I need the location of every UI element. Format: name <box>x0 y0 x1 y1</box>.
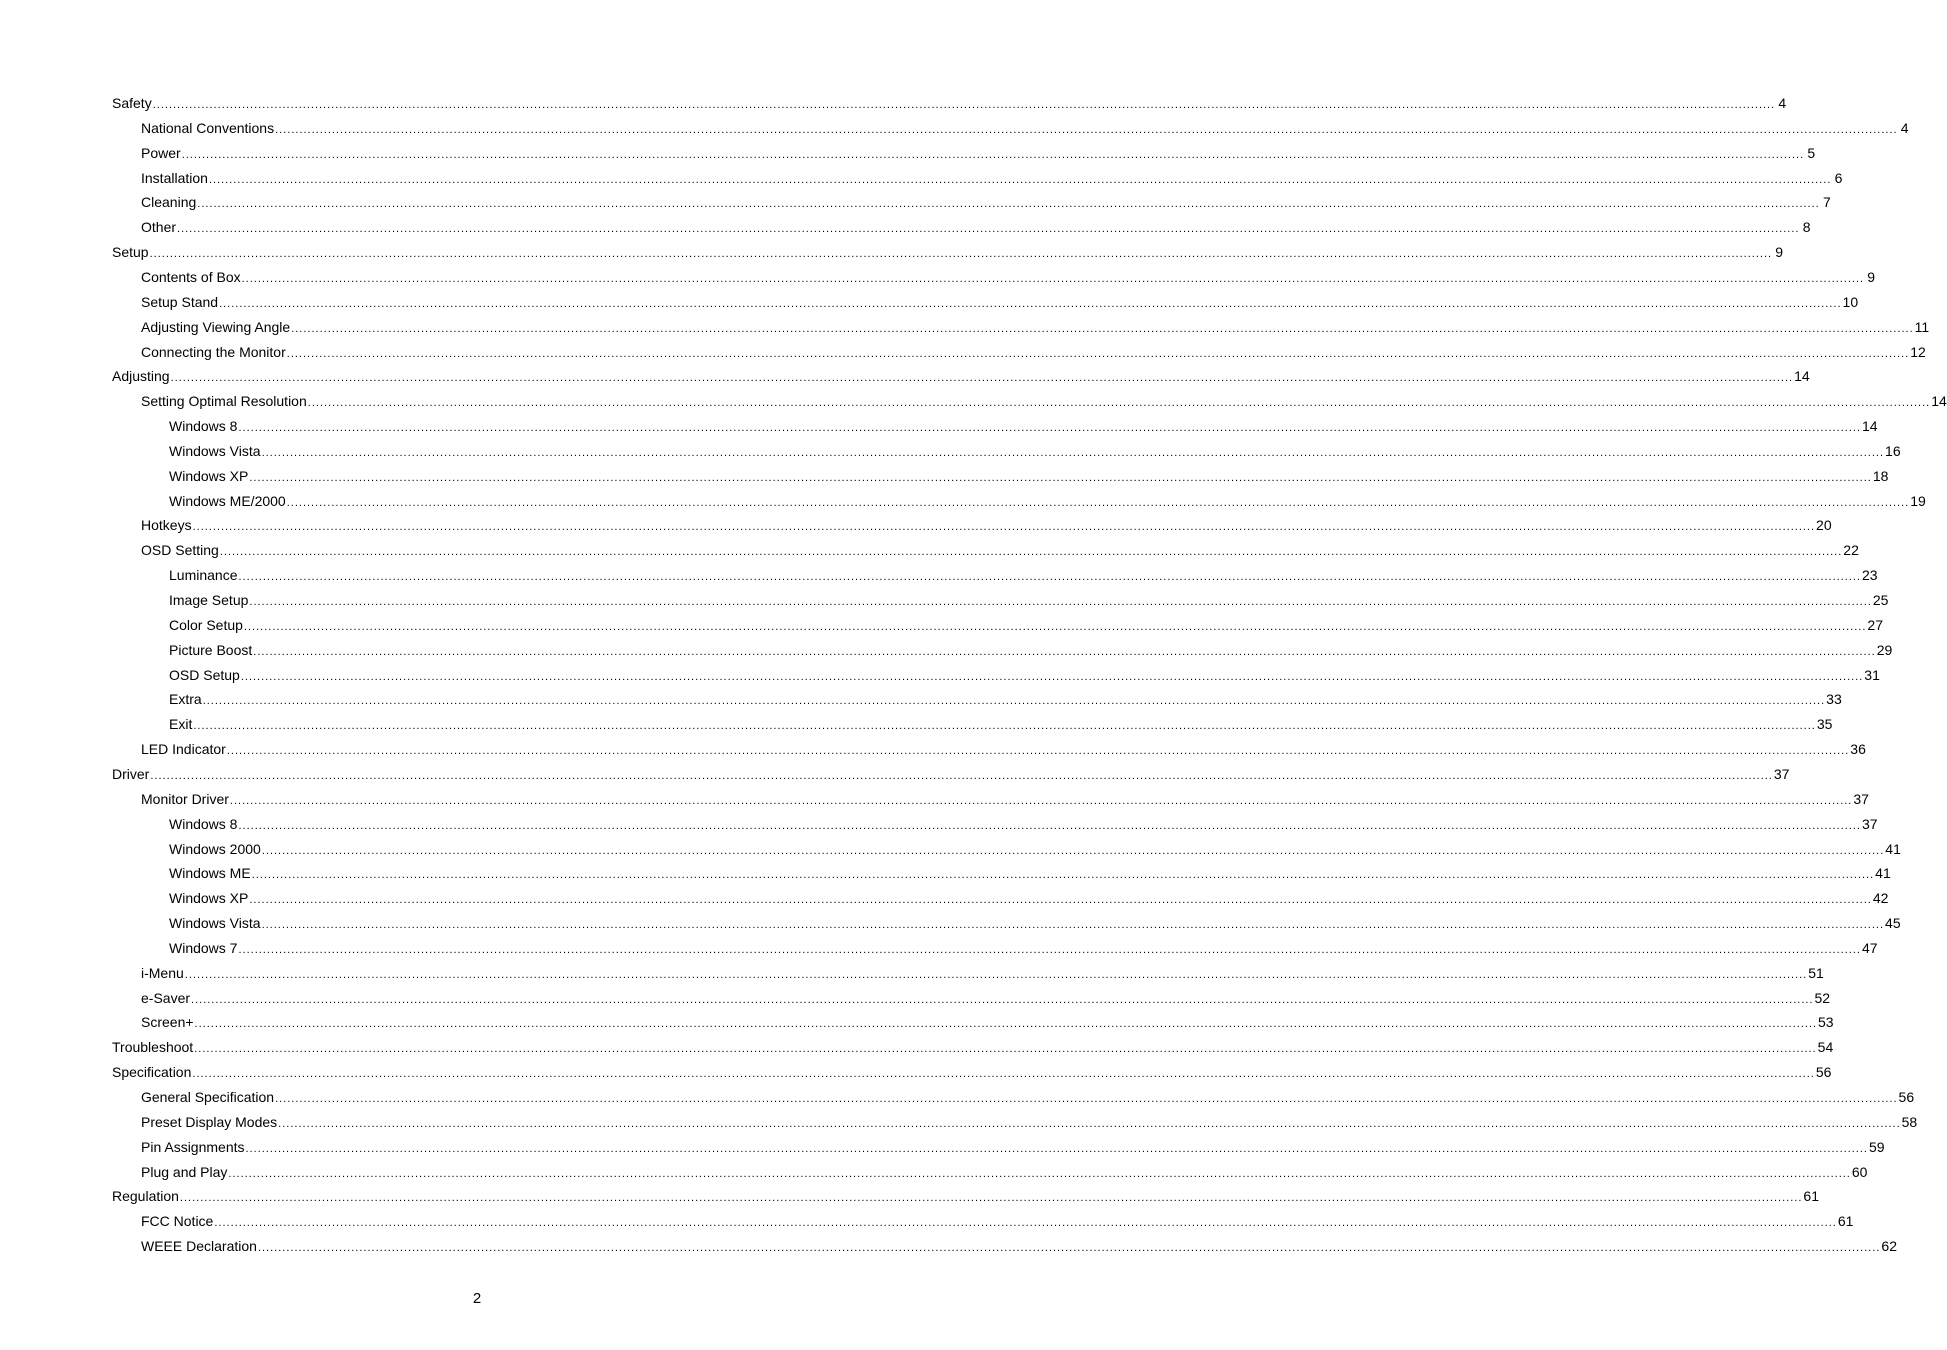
toc-entry-page: 14 <box>1931 393 1947 410</box>
toc-entry-label: National Conventions <box>141 119 275 136</box>
toc-entry[interactable] <box>0 1234 1897 1258</box>
toc-entry[interactable] <box>0 886 1889 910</box>
toc-entry-page: 35 <box>1816 716 1833 733</box>
toc-entry[interactable] <box>0 389 1947 413</box>
toc-entry-label: i-Menu <box>141 964 184 981</box>
toc-entry-label: Plug and Play <box>141 1163 228 1180</box>
dot-leader: ................................................................................................................................................................................................................................................................................................................................................................................................................ <box>150 769 1773 782</box>
toc-entry[interactable] <box>0 737 1866 761</box>
toc-entry-label: Extra <box>169 691 202 708</box>
toc-entry[interactable] <box>0 215 1811 239</box>
toc-entry-label: Preset Display Modes <box>141 1113 278 1130</box>
dot-leader: ................................................................................................................................................................................................................................................................................................................................................................................................................ <box>243 620 1867 633</box>
toc-entry[interactable] <box>0 1135 1885 1159</box>
dot-leader: ................................................................................................................................................................................................................................................................................................................................................................................................................ <box>191 993 1814 1006</box>
toc-entry[interactable] <box>0 414 1878 438</box>
toc-entry-label: Windows 8 <box>169 815 238 832</box>
dot-leader: ................................................................................................................................................................................................................................................................................................................................................................................................................ <box>238 571 1861 584</box>
toc-entry[interactable] <box>0 663 1880 687</box>
dot-leader: ................................................................................................................................................................................................................................................................................................................................................................................................................ <box>249 894 1872 907</box>
toc-entry-label: Pin Assignments <box>141 1138 245 1155</box>
toc-entry-page: 22 <box>1843 542 1859 559</box>
dot-leader: ................................................................................................................................................................................................................................................................................................................................................................................................................ <box>170 372 1794 385</box>
toc-entry-label: Monitor Driver <box>141 790 229 807</box>
toc-entry-label: Windows Vista <box>169 915 261 932</box>
toc-entry-label: Other <box>141 219 177 236</box>
toc-entry[interactable] <box>0 712 1833 736</box>
toc-entry-page: 25 <box>1872 592 1889 608</box>
toc-entry-page: 18 <box>1872 467 1889 484</box>
toc-entry[interactable] <box>0 936 1878 960</box>
toc-entry[interactable] <box>0 961 1824 985</box>
toc-entry[interactable] <box>0 861 1891 885</box>
toc-entry-page: 6 <box>1834 169 1843 186</box>
toc-entry-page: 27 <box>1867 616 1883 633</box>
page-number: 2 <box>472 1290 482 1307</box>
toc-entry-page: 62 <box>1881 1238 1897 1255</box>
toc-entry[interactable] <box>0 315 1930 339</box>
toc-entry[interactable] <box>0 489 1926 513</box>
toc-entry-label: Driver <box>112 765 150 782</box>
toc-entry[interactable] <box>0 687 1842 711</box>
toc-entry-page: 14 <box>1794 368 1810 385</box>
dot-leader: ................................................................................................................................................................................................................................................................................................................................................................................................................ <box>193 720 1816 733</box>
toc-entry-label: Troubleshoot <box>112 1039 194 1056</box>
toc-entry[interactable] <box>0 141 1816 165</box>
toc-entry[interactable] <box>0 190 1831 214</box>
toc-entry-page: 61 <box>1803 1188 1819 1205</box>
dot-leader: ................................................................................................................................................................................................................................................................................................................................................................................................................ <box>257 1242 1881 1255</box>
toc-entry-page: 4 <box>1900 119 1909 136</box>
dot-leader: ................................................................................................................................................................................................................................................................................................................................................................................................................ <box>261 844 1885 857</box>
toc-entry[interactable] <box>0 538 1859 562</box>
toc-entry-label: Exit <box>169 716 193 733</box>
toc-entry-page: 12 <box>1910 343 1926 360</box>
toc-entry-page: 31 <box>1864 666 1880 683</box>
toc-entry-label: Windows Vista <box>169 442 261 459</box>
toc-entry[interactable] <box>0 812 1878 836</box>
dot-leader: ................................................................................................................................................................................................................................................................................................................................................................................................................ <box>192 521 1816 534</box>
toc-entry-page: 8 <box>1802 219 1811 236</box>
dot-leader: ................................................................................................................................................................................................................................................................................................................................................................................................................ <box>251 869 1875 882</box>
toc-entry-label: Safety <box>112 95 152 111</box>
toc-entry-label: OSD Setup <box>169 666 240 683</box>
toc-entry-label: Windows 2000 <box>169 840 261 857</box>
dot-leader: ................................................................................................................................................................................................................................................................................................................................................................................................................ <box>249 471 1872 484</box>
dot-leader: ................................................................................................................................................................................................................................................................................................................................................................................................................ <box>152 99 1776 111</box>
toc-entry-page: 41 <box>1875 865 1891 882</box>
dot-leader: ................................................................................................................................................................................................................................................................................................................................................................................................................ <box>286 496 1910 509</box>
toc-entry-label: FCC Notice <box>141 1213 214 1230</box>
toc-entry-page: 14 <box>1861 418 1878 435</box>
dot-leader: ................................................................................................................................................................................................................................................................................................................................................................................................................ <box>177 223 1800 236</box>
dot-leader: ................................................................................................................................................................................................................................................................................................................................................................................................................ <box>245 1142 1868 1155</box>
dot-leader: ................................................................................................................................................................................................................................................................................................................................................................................................................ <box>219 546 1843 559</box>
toc-entry[interactable] <box>0 116 1909 140</box>
toc-entry[interactable] <box>0 787 1869 811</box>
toc-entry-page: 23 <box>1861 567 1878 584</box>
toc-entry-page: 59 <box>1868 1138 1885 1155</box>
dot-leader: ................................................................................................................................................................................................................................................................................................................................................................................................................ <box>192 1068 1815 1081</box>
toc-entry-label: Windows XP <box>169 890 249 907</box>
dot-leader: ................................................................................................................................................................................................................................................................................................................................................................................................................ <box>261 919 1885 932</box>
toc-entry-label: Connecting the Monitor <box>141 343 286 360</box>
dot-leader: ................................................................................................................................................................................................................................................................................................................................................................................................................ <box>286 347 1910 360</box>
dot-leader: ................................................................................................................................................................................................................................................................................................................................................................................................................ <box>194 1018 1818 1031</box>
toc-entry-page: 4 <box>1778 95 1787 111</box>
dot-leader: ................................................................................................................................................................................................................................................................................................................................................................................................................ <box>241 272 1865 285</box>
dot-leader: ................................................................................................................................................................................................................................................................................................................................................................................................................ <box>184 968 1808 981</box>
dot-leader: ................................................................................................................................................................................................................................................................................................................................................................................................................ <box>249 596 1872 608</box>
toc-entry-page: 33 <box>1826 691 1842 708</box>
dot-leader: ................................................................................................................................................................................................................................................................................................................................................................................................................ <box>275 123 1898 136</box>
toc-entry[interactable] <box>0 1085 1915 1109</box>
toc-entry-label: Contents of Box <box>141 268 241 285</box>
dot-leader: ................................................................................................................................................................................................................................................................................................................................................................................................................ <box>228 1167 1851 1180</box>
dot-leader: ................................................................................................................................................................................................................................................................................................................................................................................................................ <box>275 1093 1898 1105</box>
toc-entry-page: 10 <box>1842 293 1859 310</box>
toc-entry-label: Power <box>141 144 181 161</box>
dot-leader: ................................................................................................................................................................................................................................................................................................................................................................................................................ <box>307 397 1931 410</box>
toc-entry-page: 16 <box>1885 442 1901 459</box>
toc-entry-page: 61 <box>1837 1213 1854 1230</box>
toc-entry-page: 9 <box>1775 244 1784 261</box>
toc-entry-page: 42 <box>1872 890 1889 907</box>
toc-entry[interactable] <box>0 364 1810 388</box>
toc-entry-page: 36 <box>1850 741 1866 758</box>
toc-entry[interactable] <box>0 1184 1819 1208</box>
toc-entry-label: Regulation <box>112 1188 179 1205</box>
toc-entry[interactable] <box>0 1160 1868 1184</box>
dot-leader: ................................................................................................................................................................................................................................................................................................................................................................................................................ <box>208 173 1832 186</box>
toc-entry-page: 56 <box>1898 1089 1915 1105</box>
toc-entry[interactable] <box>0 513 1832 537</box>
toc-entry-label: Specification <box>112 1064 192 1081</box>
toc-entry[interactable] <box>0 439 1901 463</box>
toc-entry[interactable] <box>0 1010 1834 1034</box>
toc-entry-label: Adjusting <box>112 368 170 385</box>
toc-entry-label: Windows 8 <box>169 418 238 435</box>
toc-entry-page: 37 <box>1861 815 1878 832</box>
toc-entry[interactable] <box>0 588 1889 612</box>
toc-entry[interactable] <box>0 464 1889 488</box>
dot-leader: ................................................................................................................................................................................................................................................................................................................................................................................................................ <box>202 695 1826 708</box>
toc-entry-label: Installation <box>141 169 208 186</box>
toc-entry-label: Cleaning <box>141 194 197 211</box>
dot-leader: ................................................................................................................................................................................................................................................................................................................................................................................................................ <box>291 322 1914 335</box>
dot-leader: ................................................................................................................................................................................................................................................................................................................................................................................................................ <box>253 645 1876 658</box>
dot-leader: ................................................................................................................................................................................................................................................................................................................................................................................................................ <box>261 446 1885 459</box>
toc-entry-label: OSD Setting <box>141 542 219 559</box>
toc-entry[interactable] <box>0 1035 1834 1059</box>
toc-entry-label: Windows ME <box>169 865 251 882</box>
dot-leader: ................................................................................................................................................................................................................................................................................................................................................................................................................ <box>219 297 1842 310</box>
dot-leader: ................................................................................................................................................................................................................................................................................................................................................................................................................ <box>226 745 1850 758</box>
toc-entry[interactable] <box>0 911 1901 935</box>
toc-entry-label: Screen+ <box>141 1014 194 1031</box>
toc-entry-page: 7 <box>1822 194 1831 211</box>
toc-entry[interactable] <box>0 240 1784 264</box>
toc-entry-page: 37 <box>1773 765 1790 782</box>
toc-entry[interactable] <box>0 563 1878 587</box>
toc-entry[interactable] <box>0 290 1859 314</box>
toc-entry-label: Hotkeys <box>141 517 192 534</box>
toc-entry-label: e-Saver <box>141 989 191 1006</box>
toc-entry[interactable] <box>0 1060 1832 1084</box>
toc-entry-label: WEEE Declaration <box>141 1238 257 1255</box>
toc-entry-page: 56 <box>1815 1064 1832 1081</box>
toc-entry-page: 45 <box>1885 915 1901 932</box>
toc-entry-label: General Specification <box>141 1089 275 1105</box>
toc-entry[interactable] <box>0 1110 1918 1134</box>
toc-entry[interactable] <box>0 166 1843 190</box>
toc-entry-label: Color Setup <box>169 616 243 633</box>
toc-entry-label: Setup Stand <box>141 293 219 310</box>
toc-entry[interactable] <box>0 638 1893 662</box>
toc-entry-label: Picture Boost <box>169 641 253 658</box>
toc-entry-label: Luminance <box>169 567 238 584</box>
toc-entry-page: 29 <box>1876 641 1893 658</box>
toc-entry-page: 58 <box>1901 1113 1918 1130</box>
dot-leader: ................................................................................................................................................................................................................................................................................................................................................................................................................ <box>240 670 1864 683</box>
toc-entry-label: Image Setup <box>169 592 249 608</box>
toc-entry-page: 47 <box>1861 939 1878 956</box>
dot-leader: ................................................................................................................................................................................................................................................................................................................................................................................................................ <box>238 943 1861 956</box>
toc-entry-label: Adjusting Viewing Angle <box>141 318 291 335</box>
toc-entry-page: 51 <box>1808 964 1824 981</box>
toc-entry[interactable] <box>0 837 1901 861</box>
toc-entry-page: 52 <box>1814 989 1831 1006</box>
dot-leader: ................................................................................................................................................................................................................................................................................................................................................................................................................ <box>229 794 1853 807</box>
toc-entry-label: Setup <box>112 244 149 261</box>
dot-leader: ................................................................................................................................................................................................................................................................................................................................................................................................................ <box>179 1192 1803 1205</box>
toc-entry-page: 53 <box>1818 1014 1834 1031</box>
dot-leader: ................................................................................................................................................................................................................................................................................................................................................................................................................ <box>238 819 1861 832</box>
toc-entry-page: 60 <box>1851 1163 1868 1180</box>
toc-entry-page: 19 <box>1910 492 1926 509</box>
dot-leader: ................................................................................................................................................................................................................................................................................................................................................................................................................ <box>149 248 1773 261</box>
toc-entry[interactable] <box>0 613 1883 637</box>
toc-entry[interactable] <box>0 265 1876 289</box>
dot-leader: ................................................................................................................................................................................................................................................................................................................................................................................................................ <box>214 1217 1837 1230</box>
toc-entry[interactable] <box>0 762 1790 786</box>
toc-entry-page: 5 <box>1807 144 1816 161</box>
toc-entry-page: 37 <box>1853 790 1869 807</box>
toc-entry[interactable] <box>0 986 1831 1010</box>
dot-leader: ................................................................................................................................................................................................................................................................................................................................................................................................................ <box>238 422 1861 435</box>
dot-leader: ................................................................................................................................................................................................................................................................................................................................................................................................................ <box>197 198 1820 211</box>
toc-entry-label: Windows ME/2000 <box>169 492 286 509</box>
toc-entry[interactable] <box>0 340 1926 364</box>
toc-entry-page: 54 <box>1817 1039 1834 1056</box>
dot-leader: ................................................................................................................................................................................................................................................................................................................................................................................................................ <box>278 1117 1901 1130</box>
toc-entry-page: 9 <box>1867 268 1876 285</box>
toc-entry-page: 20 <box>1816 517 1832 534</box>
toc-entry-label: Windows 7 <box>169 939 238 956</box>
dot-leader: ................................................................................................................................................................................................................................................................................................................................................................................................................ <box>194 1043 1817 1056</box>
toc-entry-label: Windows XP <box>169 467 249 484</box>
toc-entry-label: LED Indicator <box>141 741 226 758</box>
toc-entry[interactable] <box>0 1209 1854 1233</box>
toc-entry-page: 41 <box>1885 840 1901 857</box>
toc-entry[interactable] <box>0 91 1787 115</box>
dot-leader: ................................................................................................................................................................................................................................................................................................................................................................................................................ <box>181 148 1805 161</box>
toc-entry-label: Setting Optimal Resolution <box>141 393 307 410</box>
toc-entry-page: 11 <box>1914 318 1930 335</box>
